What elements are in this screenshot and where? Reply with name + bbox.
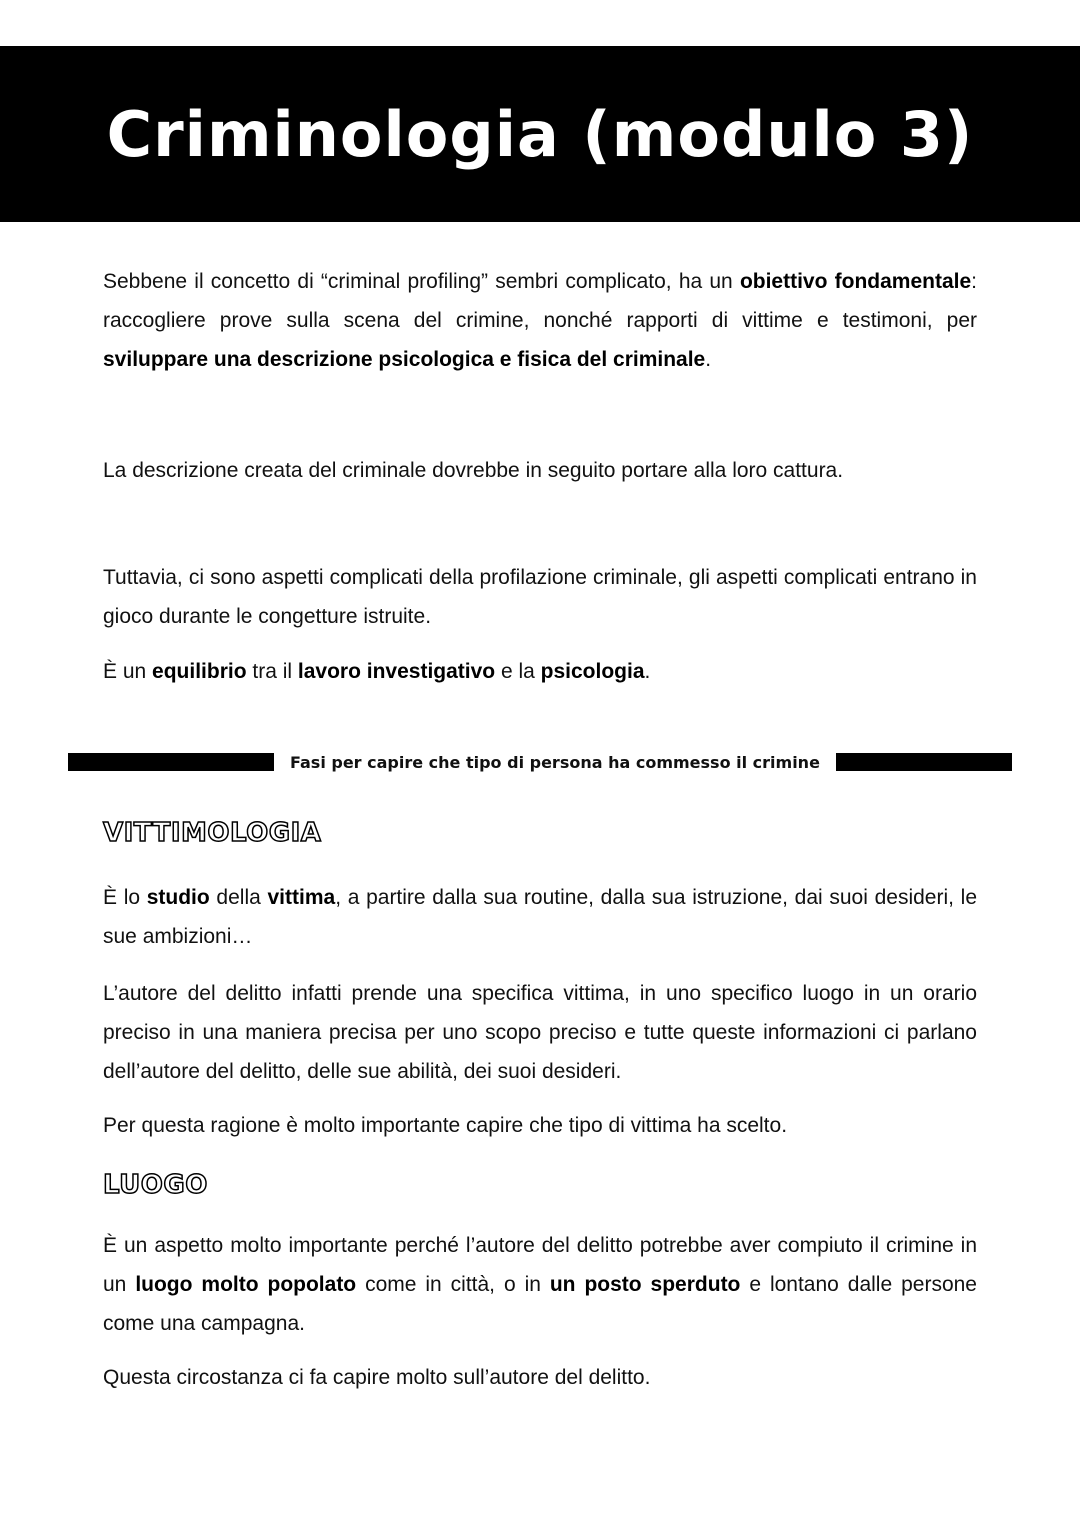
- heading-luogo: LUOGO: [103, 1170, 208, 1200]
- divider-bar-right: [836, 753, 1012, 771]
- text-span: : raccogliere prove sulla scena del crimine, nonché rapporti di vittime e testimoni, per: [103, 270, 977, 332]
- vittimologia-paragraph-1: [103, 878, 977, 956]
- text-span: È un aspetto molto importante perché l’autore del delitto potrebbe aver compiuto il crimine in un: [103, 1234, 977, 1296]
- text-span: Sebbene il concetto di “criminal profiling” sembri complicato, ha un: [103, 270, 740, 293]
- bold-text: vittima: [267, 886, 336, 909]
- bold-text: un posto sperduto: [549, 1273, 741, 1296]
- luogo-paragraph-1: [103, 1226, 977, 1343]
- intro-paragraph-3: Tuttavia, ci sono aspetti complicati della profilazione criminale, gli aspetti complicati entrano in gioco durante le congetture istruite.: [103, 566, 977, 628]
- bold-text: obiettivo fondamentale: [739, 270, 972, 293]
- section-divider: [68, 750, 1012, 774]
- text-span: .: [705, 348, 712, 371]
- text-span: È lo: [103, 886, 147, 909]
- intro-paragraph-4: [103, 652, 977, 691]
- vittimologia-paragraph-2: L’autore del delitto infatti prende una specifica vittima, in uno specifico luogo in un orario preciso in una maniera precisa per uno scopo preciso e tutte queste informazioni ci parlano dell’autore del delitto, delle sue abilità, dei suoi desideri.: [103, 982, 977, 1083]
- text-span: tra il: [246, 660, 298, 683]
- title-banner: [0, 46, 1080, 222]
- divider-bar-left: [68, 753, 274, 771]
- vittimologia-paragraph-3: Per questa ragione è molto importante capire che tipo di vittima ha scelto.: [103, 1114, 788, 1137]
- bold-text: sviluppare una descrizione psicologica e fisica del criminale: [103, 348, 706, 371]
- text-span: come in città, o in: [356, 1273, 550, 1296]
- text-span: e lontano dalle persone come una campagna.: [103, 1273, 977, 1335]
- bold-text: psicologia: [540, 660, 645, 683]
- intro-paragraph-1: [103, 262, 977, 379]
- text-span: e la: [495, 660, 541, 683]
- text-span: della: [209, 886, 268, 909]
- bold-text: studio: [146, 886, 210, 909]
- bold-text: equilibrio: [152, 660, 247, 683]
- bold-text: lavoro investigativo: [297, 660, 496, 683]
- bold-text: luogo molto popolato: [135, 1273, 357, 1296]
- luogo-paragraph-2: Questa circostanza ci fa capire molto sull’autore del delitto.: [103, 1366, 651, 1389]
- intro-paragraph-2: La descrizione creata del criminale dovrebbe in seguito portare alla loro cattura.: [103, 459, 844, 482]
- page-title: Criminologia (modulo 3): [106, 97, 974, 171]
- text-span: È un: [103, 660, 153, 683]
- divider-label: Fasi per capire che tipo di persona ha commesso il crimine: [290, 752, 820, 772]
- text-span: , a partire dalla sua routine, dalla sua istruzione, dai suoi desideri, le sue ambizioni…: [103, 886, 977, 948]
- text-span: .: [644, 660, 651, 683]
- heading-vittimologia: VITTIMOLOGIA: [103, 818, 322, 848]
